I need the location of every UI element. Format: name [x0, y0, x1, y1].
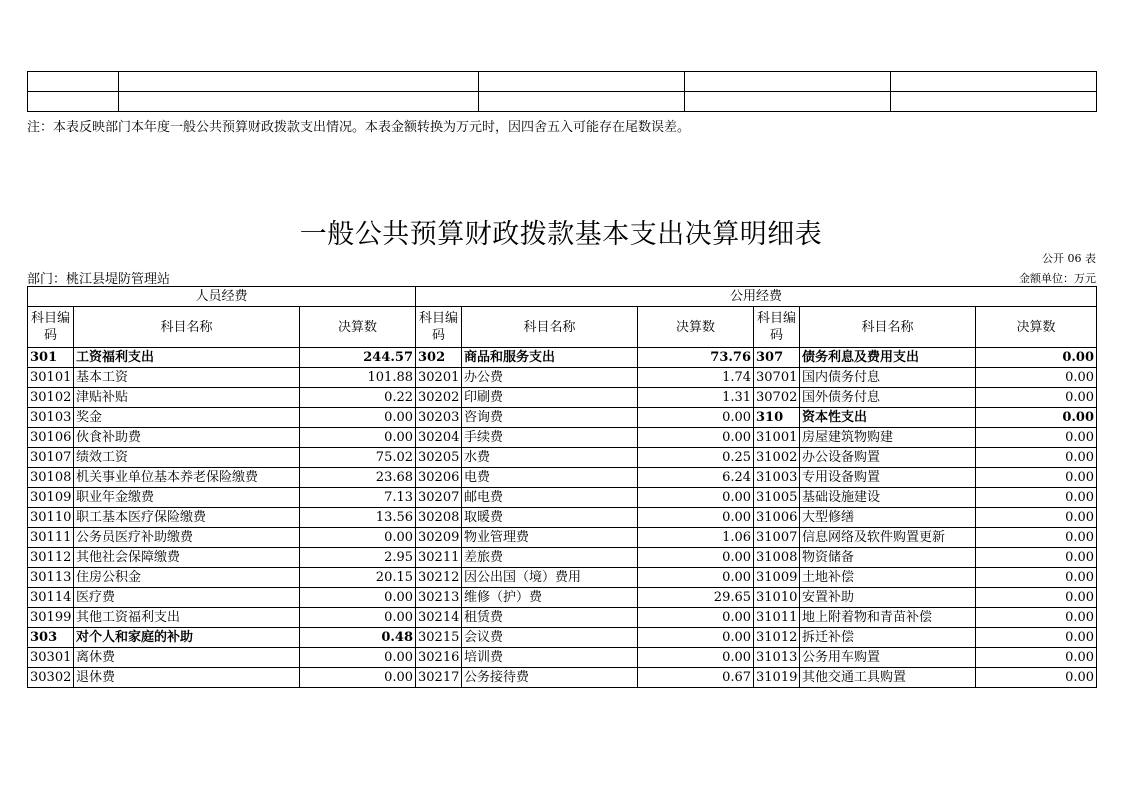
account-code-cell: 30109 [28, 488, 74, 508]
account-name-cell: 其他交通工具购置 [800, 668, 976, 688]
amount-cell: 0.00 [300, 588, 416, 608]
amount-cell: 0.00 [638, 548, 754, 568]
account-code-cell: 31006 [754, 508, 800, 528]
code-header: 科目编码 [416, 307, 462, 348]
account-name-cell: 对个人和家庭的补助 [74, 628, 300, 648]
account-code-cell: 30206 [416, 468, 462, 488]
account-code-cell: 31012 [754, 628, 800, 648]
table-row [28, 448, 1097, 468]
amount-cell: 0.48 [300, 628, 416, 648]
account-name-cell: 公务接待费 [462, 668, 638, 688]
account-code-cell: 302 [416, 348, 462, 368]
amount-cell: 0.00 [976, 648, 1097, 668]
amount-cell: 0.00 [976, 528, 1097, 548]
account-code-cell: 31010 [754, 588, 800, 608]
code-header: 科目编码 [754, 307, 800, 348]
account-name-cell: 职工基本医疗保险缴费 [74, 508, 300, 528]
account-name-cell: 拆迁补偿 [800, 628, 976, 648]
account-code-cell: 31005 [754, 488, 800, 508]
account-code-cell: 301 [28, 348, 74, 368]
account-name-cell: 印刷费 [462, 388, 638, 408]
table-row [28, 428, 1097, 448]
table-row [28, 648, 1097, 668]
group-header-row [28, 287, 1097, 307]
table-row [28, 388, 1097, 408]
account-code-cell: 30201 [416, 368, 462, 388]
account-code-cell: 31007 [754, 528, 800, 548]
amount-cell: 0.00 [976, 508, 1097, 528]
account-code-cell: 31008 [754, 548, 800, 568]
account-code-cell: 30217 [416, 668, 462, 688]
account-code-cell: 30113 [28, 568, 74, 588]
amount-cell: 0.00 [976, 568, 1097, 588]
amount-cell: 0.00 [976, 588, 1097, 608]
account-name-cell: 大型修缮 [800, 508, 976, 528]
account-name-cell: 水费 [462, 448, 638, 468]
account-code-cell: 31009 [754, 568, 800, 588]
account-code-cell: 31001 [754, 428, 800, 448]
table-row [28, 72, 1097, 92]
amount-cell: 29.65 [638, 588, 754, 608]
table-row [28, 408, 1097, 428]
account-name-cell: 因公出国（境）费用 [462, 568, 638, 588]
amount-cell: 0.67 [638, 668, 754, 688]
account-code-cell: 30207 [416, 488, 462, 508]
name-header: 科目名称 [800, 307, 976, 348]
amount-cell: 0.00 [638, 568, 754, 588]
amount-header: 决算数 [976, 307, 1097, 348]
amount-cell: 1.31 [638, 388, 754, 408]
account-name-cell: 咨询费 [462, 408, 638, 428]
table-row [28, 92, 1097, 112]
amount-header: 决算数 [300, 307, 416, 348]
amount-cell: 0.00 [638, 628, 754, 648]
amount-cell: 0.00 [638, 508, 754, 528]
amount-cell: 0.00 [976, 628, 1097, 648]
account-code-cell: 30110 [28, 508, 74, 528]
group-public-header: 公用经费 [416, 287, 1097, 307]
account-code-cell: 30204 [416, 428, 462, 448]
amount-cell: 0.00 [976, 448, 1097, 468]
account-code-cell: 31013 [754, 648, 800, 668]
account-code-cell: 307 [754, 348, 800, 368]
expenditure-detail-table [27, 286, 1097, 688]
amount-cell: 0.00 [300, 668, 416, 688]
amount-cell: 75.02 [300, 448, 416, 468]
code-header: 科目编码 [28, 307, 74, 348]
amount-cell: 0.00 [976, 388, 1097, 408]
table-row [28, 368, 1097, 388]
account-code-cell: 30108 [28, 468, 74, 488]
amount-cell: 73.76 [638, 348, 754, 368]
account-code-cell: 30208 [416, 508, 462, 528]
table-row [28, 468, 1097, 488]
table-note: 注：本表反映部门本年度一般公共预算财政拨款支出情况。本表金额转换为万元时，因四舍五入可能存在尾数误差。 [27, 120, 691, 135]
account-name-cell: 取暖费 [462, 508, 638, 528]
account-code-cell: 30112 [28, 548, 74, 568]
account-code-cell: 30107 [28, 448, 74, 468]
amount-cell: 7.13 [300, 488, 416, 508]
amount-cell: 0.00 [300, 528, 416, 548]
account-name-cell: 国内债务付息 [800, 368, 976, 388]
account-name-cell: 电费 [462, 468, 638, 488]
amount-cell: 0.00 [976, 368, 1097, 388]
account-name-cell: 办公费 [462, 368, 638, 388]
account-code-cell: 30702 [754, 388, 800, 408]
account-name-cell: 医疗费 [74, 588, 300, 608]
account-name-cell: 信息网络及软件购置更新 [800, 528, 976, 548]
account-name-cell: 离休费 [74, 648, 300, 668]
amount-header: 决算数 [638, 307, 754, 348]
account-code-cell: 303 [28, 628, 74, 648]
account-name-cell: 其他社会保障缴费 [74, 548, 300, 568]
table-row [28, 668, 1097, 688]
account-name-cell: 商品和服务支出 [462, 348, 638, 368]
column-header-row [28, 307, 1097, 348]
account-name-cell: 会议费 [462, 628, 638, 648]
amount-cell: 6.24 [638, 468, 754, 488]
account-code-cell: 30106 [28, 428, 74, 448]
amount-cell: 0.00 [638, 488, 754, 508]
account-code-cell: 30214 [416, 608, 462, 628]
account-name-cell: 安置补助 [800, 588, 976, 608]
account-code-cell: 31002 [754, 448, 800, 468]
amount-cell: 1.74 [638, 368, 754, 388]
table-row [28, 528, 1097, 548]
amount-cell: 0.00 [976, 348, 1097, 368]
account-name-cell: 职业年金缴费 [74, 488, 300, 508]
amount-cell: 0.25 [638, 448, 754, 468]
account-code-cell: 30199 [28, 608, 74, 628]
account-code-cell: 31003 [754, 468, 800, 488]
account-name-cell: 租赁费 [462, 608, 638, 628]
account-code-cell: 30101 [28, 368, 74, 388]
amount-cell: 101.88 [300, 368, 416, 388]
table-body [28, 348, 1097, 688]
account-code-cell: 30213 [416, 588, 462, 608]
previous-table-fragment [27, 71, 1097, 112]
amount-cell: 0.00 [976, 428, 1097, 448]
amount-cell: 2.95 [300, 548, 416, 568]
account-name-cell: 国外债务付息 [800, 388, 976, 408]
amount-cell: 0.00 [300, 608, 416, 628]
account-code-cell: 30215 [416, 628, 462, 648]
account-name-cell: 培训费 [462, 648, 638, 668]
account-name-cell: 绩效工资 [74, 448, 300, 468]
account-name-cell: 津贴补贴 [74, 388, 300, 408]
account-code-cell: 30111 [28, 528, 74, 548]
table-row [28, 628, 1097, 648]
amount-cell: 0.00 [638, 408, 754, 428]
account-name-cell: 办公设备购置 [800, 448, 976, 468]
table-row [28, 488, 1097, 508]
account-name-cell: 专用设备购置 [800, 468, 976, 488]
account-code-cell: 30216 [416, 648, 462, 668]
amount-cell: 1.06 [638, 528, 754, 548]
account-name-cell: 工资福利支出 [74, 348, 300, 368]
amount-cell: 244.57 [300, 348, 416, 368]
account-name-cell: 物业管理费 [462, 528, 638, 548]
account-code-cell: 310 [754, 408, 800, 428]
account-code-cell: 30209 [416, 528, 462, 548]
amount-cell: 0.00 [638, 428, 754, 448]
account-name-cell: 地上附着物和青苗补偿 [800, 608, 976, 628]
account-code-cell: 30212 [416, 568, 462, 588]
account-code-cell: 30203 [416, 408, 462, 428]
amount-cell: 0.00 [300, 428, 416, 448]
amount-cell: 0.22 [300, 388, 416, 408]
account-name-cell: 基础设施建设 [800, 488, 976, 508]
account-code-cell: 30211 [416, 548, 462, 568]
account-code-cell: 30102 [28, 388, 74, 408]
amount-cell: 0.00 [638, 648, 754, 668]
amount-cell: 0.00 [976, 668, 1097, 688]
account-code-cell: 30114 [28, 588, 74, 608]
account-code-cell: 30202 [416, 388, 462, 408]
account-code-cell: 30103 [28, 408, 74, 428]
amount-cell: 0.00 [300, 408, 416, 428]
account-name-cell: 机关事业单位基本养老保险缴费 [74, 468, 300, 488]
account-name-cell: 房屋建筑物购建 [800, 428, 976, 448]
account-name-cell: 手续费 [462, 428, 638, 448]
account-name-cell: 邮电费 [462, 488, 638, 508]
department-label: 部门：桃江县堤防管理站 [27, 272, 171, 287]
name-header: 科目名称 [462, 307, 638, 348]
account-name-cell: 伙食补助费 [74, 428, 300, 448]
account-code-cell: 30701 [754, 368, 800, 388]
table-row [28, 508, 1097, 528]
account-code-cell: 31019 [754, 668, 800, 688]
account-code-cell: 30301 [28, 648, 74, 668]
amount-cell: 0.00 [976, 468, 1097, 488]
amount-unit-label: 金额单位：万元 [1019, 272, 1096, 285]
amount-cell: 0.00 [976, 408, 1097, 428]
amount-cell: 0.00 [976, 608, 1097, 628]
account-name-cell: 公务用车购置 [800, 648, 976, 668]
name-header: 科目名称 [74, 307, 300, 348]
table-row [28, 348, 1097, 368]
amount-cell: 0.00 [976, 548, 1097, 568]
amount-cell: 0.00 [638, 608, 754, 628]
account-code-cell: 31011 [754, 608, 800, 628]
account-name-cell: 维修（护）费 [462, 588, 638, 608]
account-name-cell: 差旅费 [462, 548, 638, 568]
amount-cell: 20.15 [300, 568, 416, 588]
account-name-cell: 退休费 [74, 668, 300, 688]
amount-cell: 0.00 [300, 648, 416, 668]
account-code-cell: 30302 [28, 668, 74, 688]
account-name-cell: 其他工资福利支出 [74, 608, 300, 628]
amount-cell: 0.00 [976, 488, 1097, 508]
form-code: 公开 06 表 [1042, 252, 1096, 265]
account-name-cell: 公务员医疗补助缴费 [74, 528, 300, 548]
amount-cell: 13.56 [300, 508, 416, 528]
account-name-cell: 基本工资 [74, 368, 300, 388]
page-title: 一般公共预算财政拨款基本支出决算明细表 [299, 219, 823, 250]
account-name-cell: 住房公积金 [74, 568, 300, 588]
amount-cell: 23.68 [300, 468, 416, 488]
account-name-cell: 资本性支出 [800, 408, 976, 428]
account-name-cell: 物资储备 [800, 548, 976, 568]
table-row [28, 568, 1097, 588]
account-name-cell: 债务利息及费用支出 [800, 348, 976, 368]
account-name-cell: 土地补偿 [800, 568, 976, 588]
table-row [28, 608, 1097, 628]
account-code-cell: 30205 [416, 448, 462, 468]
table-row [28, 588, 1097, 608]
group-personnel-header: 人员经费 [28, 287, 416, 307]
account-name-cell: 奖金 [74, 408, 300, 428]
table-row [28, 548, 1097, 568]
